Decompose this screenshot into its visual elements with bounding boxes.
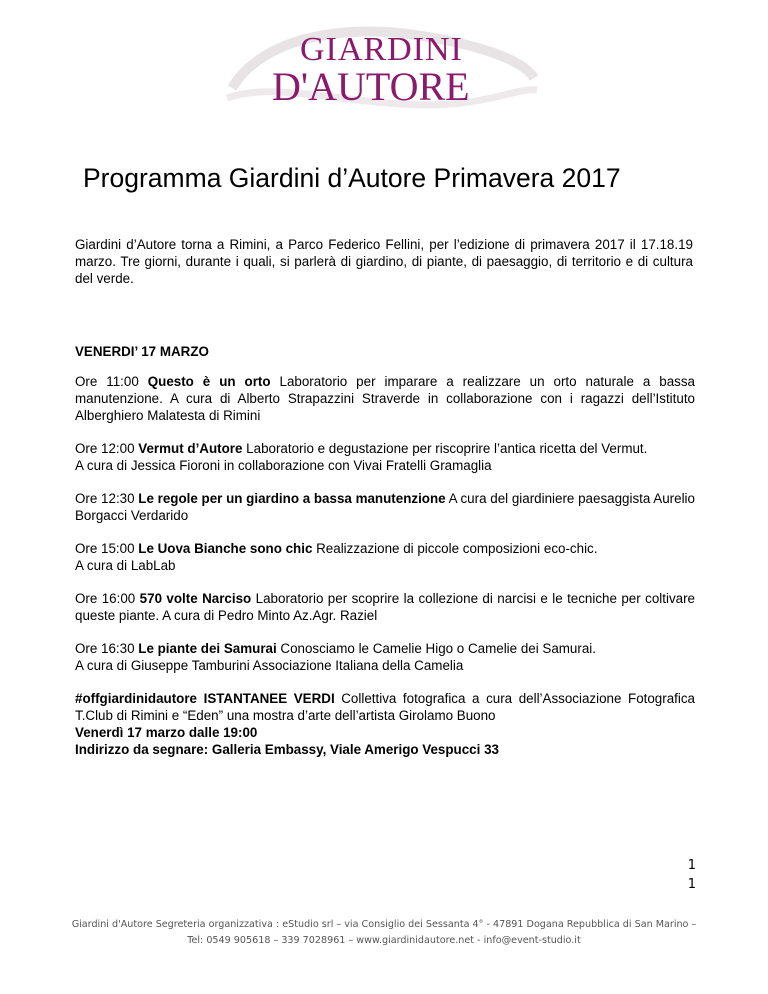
event-time: Ore 12:00 xyxy=(75,441,139,456)
event-desc: Conosciamo le Camelie Higo o Camelie dei Samurai. xyxy=(276,641,596,656)
event-item xyxy=(75,440,695,474)
event-name: 570 volte Narciso xyxy=(139,591,252,606)
event-name: Le regole per un giardino a bassa manutenzione xyxy=(138,491,446,506)
event-desc-2: A cura di LabLab xyxy=(75,558,176,573)
event-time: Ore 15:00 xyxy=(75,541,139,556)
event-name: Vermut d’Autore xyxy=(138,441,243,456)
event-name: Questo è un orto xyxy=(147,374,271,389)
event-desc-2: A cura di Giuseppe Tamburini Associazione Italiana della Camelia xyxy=(75,658,464,673)
event-desc: Laboratorio per scoprire la collezione di narcisi e le tecniche per coltivare queste piante. A cura di Pedro Minto Az.Agr. Raziel xyxy=(75,591,695,623)
event-desc: A cura del giardiniere paesaggista Aurelio Borgacci Verdarido xyxy=(75,491,695,523)
event-item xyxy=(75,490,695,524)
event-item xyxy=(75,540,695,574)
event-time: Ore 11:00 xyxy=(75,374,148,389)
giardini-dautore-logo xyxy=(222,18,542,123)
offgiardini-tag: #offgiardinidautore ISTANTANEE VERDI xyxy=(75,691,335,706)
event-name: Le Uova Bianche sono chic xyxy=(138,541,313,556)
page-title: Programma Giardini d’Autore Primavera 2017 xyxy=(83,163,621,193)
event-item xyxy=(75,373,695,424)
offgiardini-date: Venerdì 17 marzo dalle 19:00 xyxy=(75,725,258,740)
offgiardini-item xyxy=(75,690,695,758)
event-item xyxy=(75,640,695,674)
event-time: Ore 16:00 xyxy=(75,591,140,606)
footer-line-2: Tel: 0549 905618 – 339 7028961 – www.giardinidautore.net - info@event-studio.it xyxy=(187,935,581,946)
offgiardini-desc: Collettiva fotografica a cura dell’Associazione Fotografica T.Club di Rimini e “Eden” una mostra d’arte dell’artista Girolamo Buono xyxy=(75,691,695,723)
footer-line-1: Giardini d'Autore Segreteria organizzativa : eStudio srl – via Consiglio dei Sessanta 4° - 47891 Dogana Repubblica di San Marino – xyxy=(71,919,697,930)
event-item xyxy=(75,590,695,624)
events-list xyxy=(75,373,695,774)
event-name: Le piante dei Samurai xyxy=(138,641,277,656)
event-desc: Laboratorio per imparare a realizzare un orto naturale a bassa manutenzione. A cura di Alberto Strapazzini Straverde in collaborazione con i ragazzi dell’Istituto Alberghiero Malatesta di Rimini xyxy=(75,374,695,423)
event-time: Ore 16:30 xyxy=(75,641,139,656)
page-number: 1 xyxy=(687,858,696,873)
offgiardini-address: Indirizzo da segnare: Galleria Embassy, Viale Amerigo Vespucci 33 xyxy=(75,742,499,757)
logo-line1: GIARDINI xyxy=(300,31,463,68)
event-time: Ore 12:30 xyxy=(75,491,139,506)
footer xyxy=(0,917,768,949)
day-heading: VENERDI’ 17 MARZO xyxy=(75,344,209,359)
event-desc: Laboratorio e degustazione per riscoprire l’antica ricetta del Vermut. xyxy=(242,441,648,456)
event-desc: Realizzazione di piccole composizioni eco-chic. xyxy=(312,541,598,556)
intro-paragraph: Giardini d’Autore torna a Rimini, a Parco Federico Fellini, per l’edizione di primavera 2017 il 17.18.19 marzo. Tre giorni, durante i quali, si parlerà di giardino, di piante, di paesaggio, di territorio e di cultura del verde. xyxy=(75,237,693,286)
logo-line2: D'AUTORE xyxy=(272,64,470,109)
event-desc-2: A cura di Jessica Fioroni in collaborazione con Vivai Fratelli Gramaglia xyxy=(75,458,492,473)
page-number: 1 xyxy=(687,877,696,892)
